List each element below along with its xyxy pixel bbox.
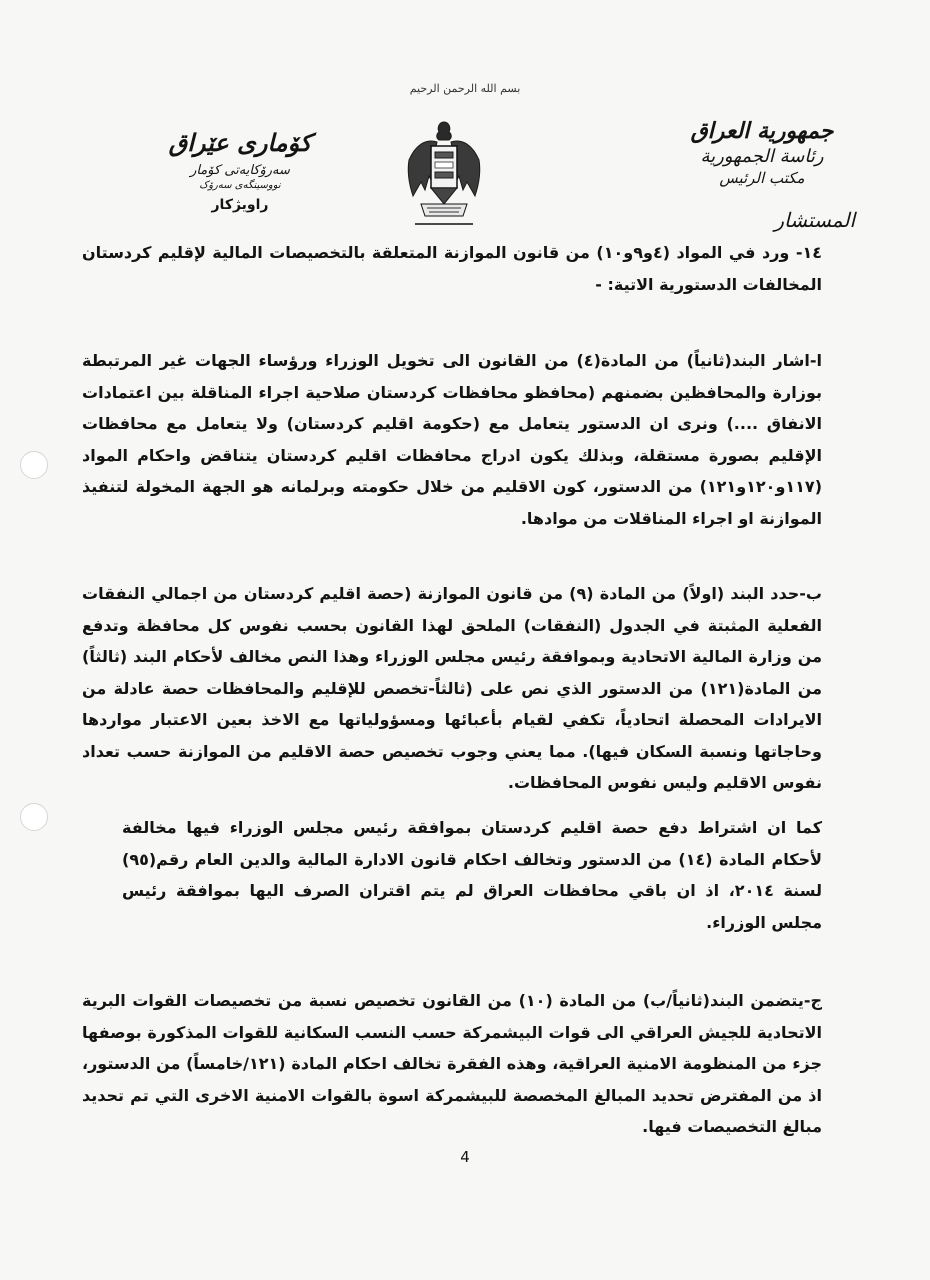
punch-hole <box>20 803 48 831</box>
paragraph-b-continued: كما ان اشتراط دفع حصة اقليم كردستان بموافقة رئيس مجلس الوزراء فيها مخالفة لأحكام المادة (١٤) من الدستور وتخالف احكام قانون الادارة المالية والدين العام رقم(٩٥) لسنة ٢٠١٤، اذ ان باقي محافظات العراق لم يتم اقتران الصرف اليها بموافقة رئيس مجلس الوزراء. <box>122 818 822 932</box>
kurdish-header <box>150 128 330 213</box>
arabic-header-line-3: مكتب الرئيس <box>719 169 805 187</box>
paragraph-a: ا-اشار البند(ثانياً) من المادة(٤) من القانون الى تخويل الوزراء ورؤساء الجهات غير المرتبطة بوزارة والمحافظين بضمنهم (محافظو محافظات كردستان صلاحية اجراء المناقلة بين اعتمادات الانفاق ....) ونرى ان الدستور يتعامل مع (حكومة اقليم كردستان) ولا يتعامل مع محافظات الإقليم بصورة مستقلة، وبذلك يكون ادراج محافظات اقليم كردستان يتناقض واحكام المواد (١١٧و١٢٠و١٢١) من الدستور، كون الاقليم من خلال حكومته وبرلمانه هو الجهة المخولة لتنفيذ الموازنة او اجراء المناقلات من موادها. <box>82 351 823 528</box>
kurdish-header-line-1: كۆماری عێراق <box>168 128 312 157</box>
punch-hole <box>20 451 48 479</box>
iraq-emblem-icon <box>403 112 485 230</box>
paragraph-c: ج-يتضمن البند(ثانياً/ب) من المادة (١٠) من القانون تخصيص نسبة من تخصيصات القوات البرية الاتحادية للجيش العراقي الى قوات البيشمركة حسب النسب السكانية للقوات المذكورة بوصفها جزء من المنظومة الامنية العراقية، وهذه الفقرة تخالف احكام المادة (١٢١/خامساً) من الدستور، اذ من المفترض تحديد المبالغ المخصصة للبيشمركة اسوة بالقوات الامنية الاخرى التي تم تحديد مبالغ التخصيصات فيها. <box>82 991 822 1136</box>
kurdish-header-line-3: نووسینگەی سەرۆک <box>199 180 281 191</box>
arabic-header-line-1: جمهورية العراق <box>690 118 834 144</box>
paragraph-b: ب-حدد البند (اولاً) من المادة (٩) من قانون الموازنة (حصة اقليم كردستان من اجمالي النفقات الفعلية المثبتة في الجدول (النفقات) الملحق لهذا القانون بحسب نفوس كل محافظة وتدفع من وزارة المالية الاتحادية وبموافقة رئيس مجلس الوزراء وهذا النص مخالف لأحكام البند (ثالثاً) من المادة(١٢١) من الدستور الذي نص على (ثالثاً-تخصص للإقليم والمحافظات حصة عادلة من الايرادات المحصلة اتحادياً، تكفي لقيام بأعبائها ومسؤولياتها مع الاخذ بعين الاعتبار مواردها وحاجاتها ونسبة السكان فيها). مما يعني وجوب تخصيص حصة الاقليم من الموازنة حسب تعداد نفوس الاقليم وليس نفوس المحافظات. <box>82 584 823 792</box>
arabic-header-line-2: رئاسة الجمهورية <box>700 146 824 167</box>
kurdish-header-line-4: راویژكار <box>211 197 269 213</box>
page-number: 4 <box>460 1148 470 1166</box>
advisor-label: المستشار <box>774 208 855 232</box>
item-14: ١٤- ورد في المواد (٤و٩و١٠) من قانون الموازنة المتعلقة بالتخصيصات المالية لإقليم كردستان المخالفات الدستورية الاتية: - <box>82 243 822 294</box>
basmala: بسم الله الرحمن الرحيم <box>409 82 521 95</box>
kurdish-header-line-2: سەرۆکایەتی کۆمار <box>190 163 290 178</box>
arabic-header <box>662 118 862 187</box>
